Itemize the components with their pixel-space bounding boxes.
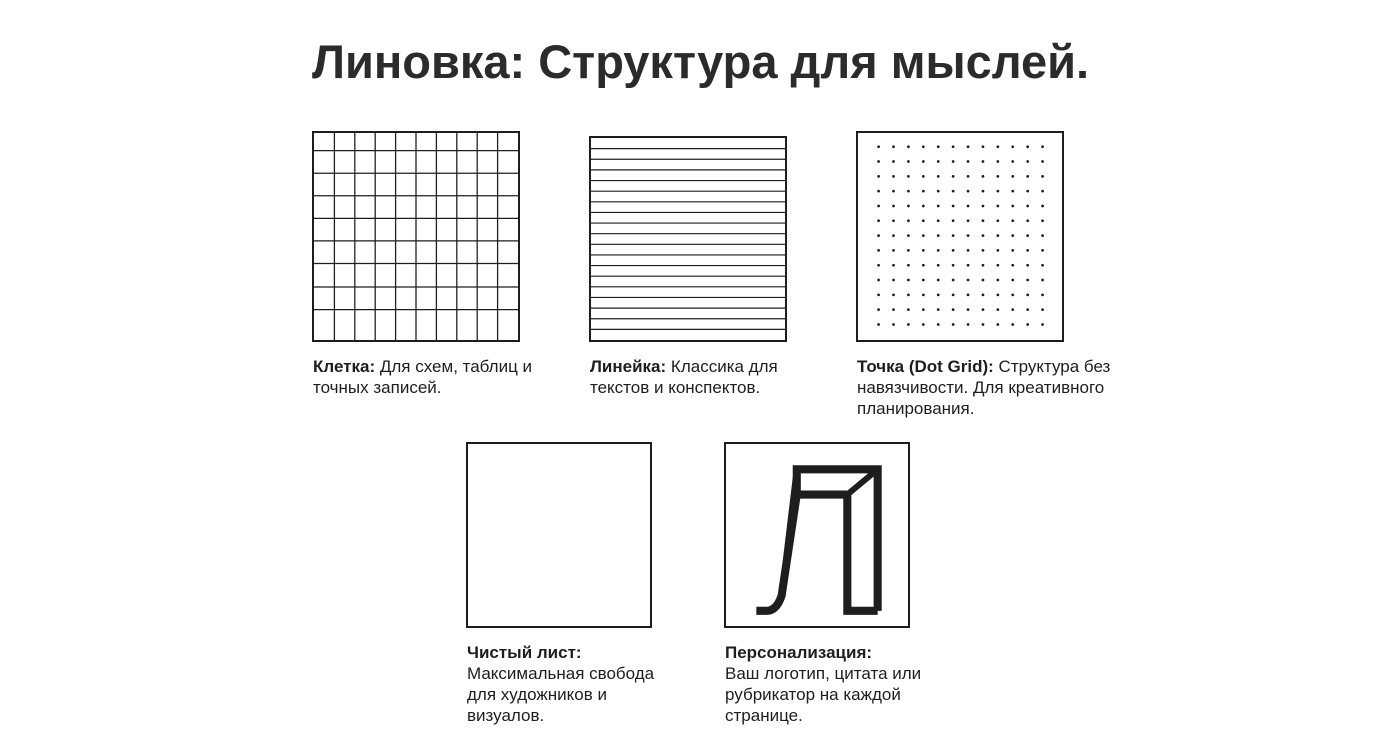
logo-icon xyxy=(726,440,908,626)
grid-caption xyxy=(313,356,538,398)
dot-pattern-swatch xyxy=(856,131,1064,342)
blank-description: Максимальная свобода для художников и визуалов. xyxy=(467,664,655,725)
logo-letter: Л xyxy=(726,440,730,446)
custom-pattern-swatch xyxy=(724,442,910,628)
blank-label: Чистый лист: xyxy=(467,643,582,662)
lined-caption xyxy=(590,356,805,398)
grid-label: Клетка: xyxy=(313,357,376,376)
lined-description: Классика для текстов и конспектов. xyxy=(590,357,778,397)
grid-lines xyxy=(314,133,518,340)
dot-label: Точка (Dot Grid): xyxy=(857,357,994,376)
custom-description: Ваш логотип, цитата или рубрикатор на каждой странице. xyxy=(725,664,922,725)
dot-caption xyxy=(857,356,1147,419)
grid-description: Для схем, таблиц и точных записей. xyxy=(313,357,533,397)
page-title: Линовка: Структура для мыслей. xyxy=(312,35,1090,88)
custom-label: Персонализация: xyxy=(725,643,873,662)
blank-pattern-swatch xyxy=(466,442,652,628)
dot-description: Структура без навязчивости. Для креативного планирования. xyxy=(857,357,1111,418)
custom-caption xyxy=(725,642,925,726)
lined-label: Линейка: xyxy=(590,357,667,376)
blank-caption xyxy=(467,642,682,726)
ruled-lines xyxy=(591,138,785,340)
dot-grid xyxy=(858,133,1062,340)
lined-pattern-swatch xyxy=(589,136,787,342)
grid-pattern-swatch xyxy=(312,131,520,342)
